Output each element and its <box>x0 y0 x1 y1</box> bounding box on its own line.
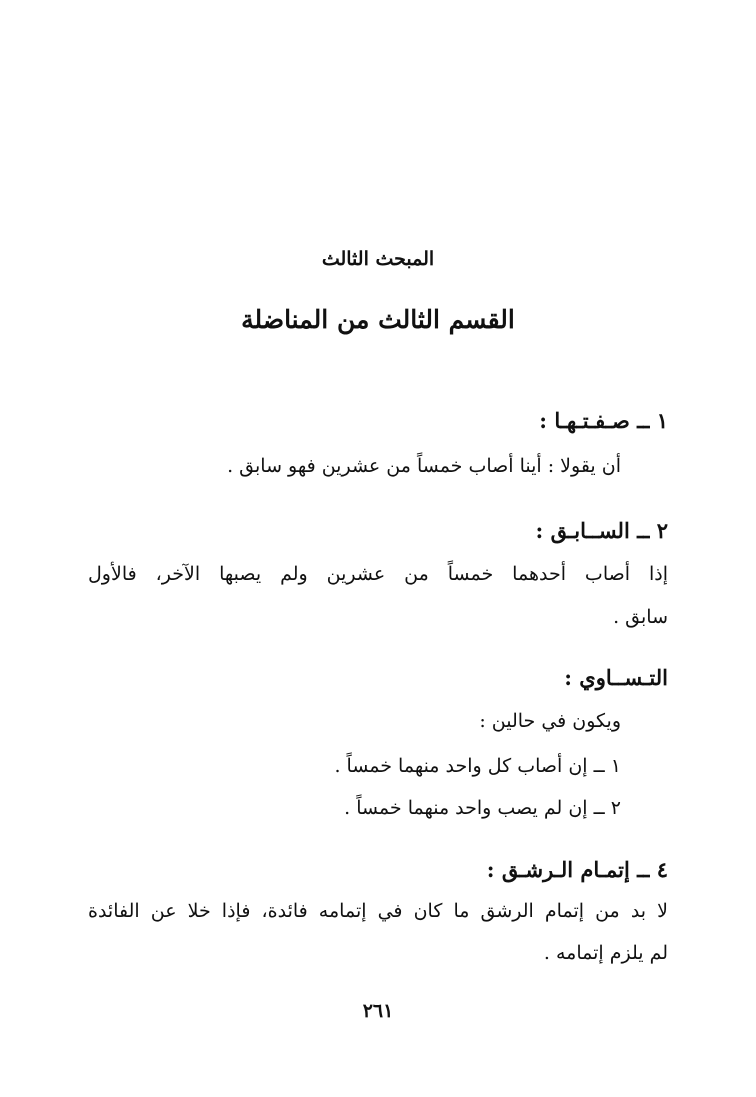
section-subtitle: المبحث الثالث <box>321 248 435 270</box>
section-text: أن يقولا : أينا أصاب خمساً من عشرين فهو سابق . <box>227 455 621 477</box>
section-heading-completion: ٤ ــ إتمـام الـرشـق : <box>486 857 668 882</box>
list-item: ٢ ــ إن لم يصب واحد منهما خمساً . <box>344 797 621 819</box>
section-text: سابق . <box>613 606 668 628</box>
section-heading-winner: ٢ ــ الســابـق : <box>535 518 668 543</box>
section-text: لا بد من إتمام الرشق ما كان في إتمامه فائدة، فإذا خلا عن الفائدة <box>88 900 668 922</box>
section-text: لم يلزم إتمامه . <box>543 942 668 964</box>
section-heading-tie: التـســاوي : <box>564 665 668 690</box>
section-text: إذا أصاب أحدهما خمساً من عشرين ولم يصبها الآخر، فالأول <box>88 563 668 585</box>
section-heading-description: ١ ــ صـفـتـهـا : <box>539 408 668 433</box>
list-item: ١ ــ إن أصاب كل واحد منهما خمساً . <box>334 755 621 777</box>
page-title: القسم الثالث من المناضلة <box>241 305 515 334</box>
page-number: ٢٦١ <box>362 1000 394 1022</box>
section-text: ويكون في حالين : <box>479 710 621 732</box>
